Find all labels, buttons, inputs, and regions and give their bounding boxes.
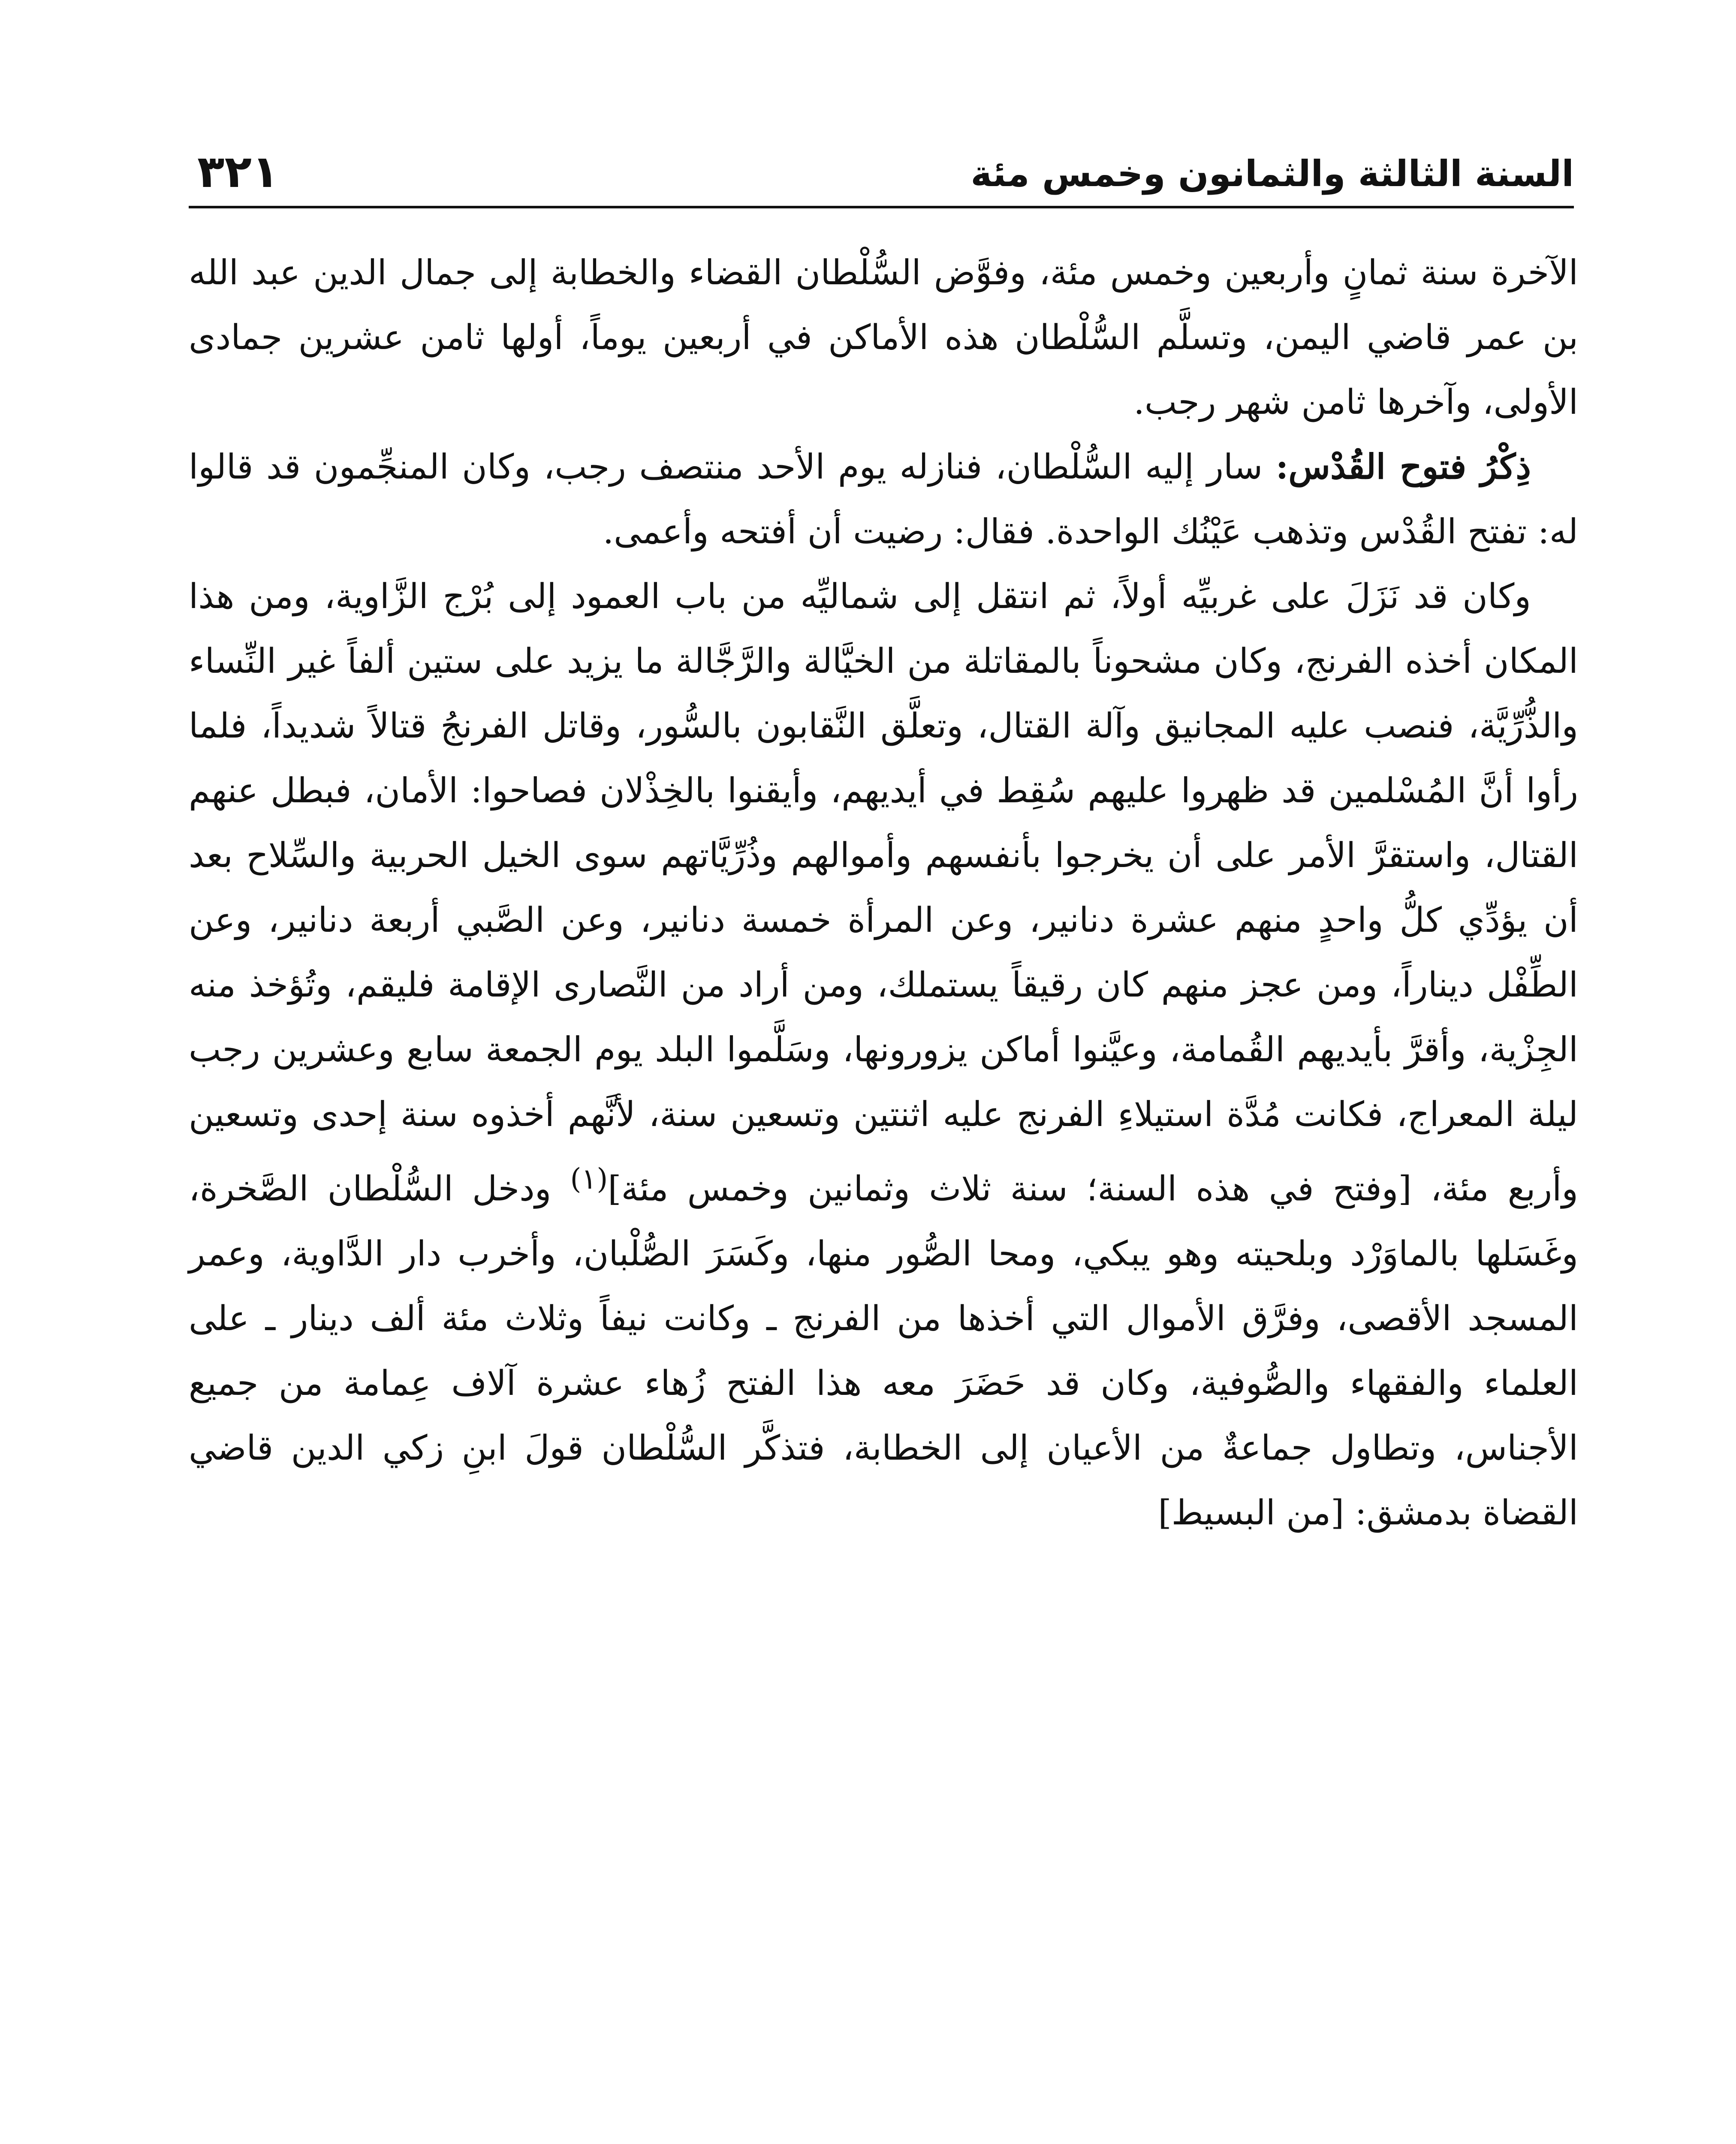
paragraph-3-continuation: ودخل السُّلْطان الصَّخرة، وغَسَلها بالماوَرْد وبلحيته وهو يبكي، ومحا الصُّور منها، وكَسَرَ الصُّلْبان، وأخرب دار الدَّاوية، وعمر المسجد الأقصى، وفرَّق الأموال التي أخذها من الفرنج ـ وكانت نيفاً وثلاث مئة ألف دينار ـ على العلماء والفقهاء والصُّوفية، وكان قد حَضَرَ معه هذا الفتح زُهاء عشرة آلاف عِمامة من جميع الأجناس، وتطاول جماعةٌ من الأعيان إلى الخطابة، فتذكَّر السُّلْطان قولَ ابنِ زكي الدين قاضي القضاة بدمشق: [من البسيط] (189, 1168, 1579, 1533)
header-rule (189, 206, 1574, 208)
paragraph-1: الآخرة سنة ثمانٍ وأربعين وخمس مئة، وفوَّض السُّلْطان القضاء والخطابة إلى جمال الدين عبد الله بن عمر قاضي اليمن، وتسلَّم السُّلْطان هذه الأماكن في أربعين يوماً، أولها ثامن عشرين جمادى الأولى، وآخرها ثامن شهر رجب. (189, 253, 1579, 422)
page-number: ٣٢١ (197, 145, 279, 198)
paragraph-2 (189, 434, 1578, 564)
paragraph-3 (189, 564, 1578, 1545)
section-title: ذِكْرُ فتوح القُدْس: (1275, 446, 1531, 487)
main-text (189, 240, 1578, 1545)
running-title: السنة الثالثة والثمانون وخمس مئة (970, 153, 1574, 195)
footnote-marker: (١) (570, 1162, 608, 1195)
page-header (189, 142, 1574, 210)
paragraph-3-text: وكان قد نَزَلَ على غربيِّه أولاً، ثم انتقل إلى شماليِّه من باب العمود إلى بُرْج الزَّاوية، ومن هذا المكان أخذه الفرنج، وكان مشحوناً بالمقاتلة من الخيَّالة والرَّجَّالة ما يزيد على ستين ألفاً غير النِّساء والذُّرِّيَّة، فنصب عليه المجانيق وآلة القتال، وتعلَّق النَّقابون بالسُّور، وقاتل الفرنجُ قتالاً شديداً، فلما رأوا أنَّ المُسْلمين قد ظهروا عليهم سُقِط في أيديهم، وأيقنوا بالخِذْلان فصاحوا: الأمان، فبطل عنهم القتال، واستقرَّ الأمر على أن يخرجوا بأنفسهم وأموالهم وذُرِّيَّاتهم سوى الخيل الحربية والسِّلاح بعد أن يؤدِّي كلُّ واحدٍ منهم عشرة دنانير، وعن المرأة خمسة دنانير، وعن الصَّبي أربعة دنانير، وعن الطِّفْل ديناراً، ومن عجز منهم كان رقيقاً يستملك، ومن أراد من النَّصارى الإقامة فليقم، وتُؤخذ منه الجِزْية، وأقرَّ بأيديهم القُمامة، وعيَّنوا أماكن يزورونها، وسَلَّموا البلد يوم الجمعة سابع وعشرين رجب ليلة المعراج، فكانت مُدَّة استيلاءِ الفرنج عليه اثنتين وتسعين سنة، لأنَّهم أخذوه سنة إحدى وتسعين وأربع مئة، [وفتح في هذه السنة؛ سنة ثلاث وثمانين وخمس مئة] (189, 576, 1579, 1209)
paragraph-2-text: سار إليه السُّلْطان، فنازله يوم الأحد منتصف رجب، وكان المنجِّمون قد قالوا له: تفتح القُدْس وتذهب عَيْنُك الواحدة. فقال: رضيت أن أفتحه وأعمى. (189, 447, 1578, 551)
